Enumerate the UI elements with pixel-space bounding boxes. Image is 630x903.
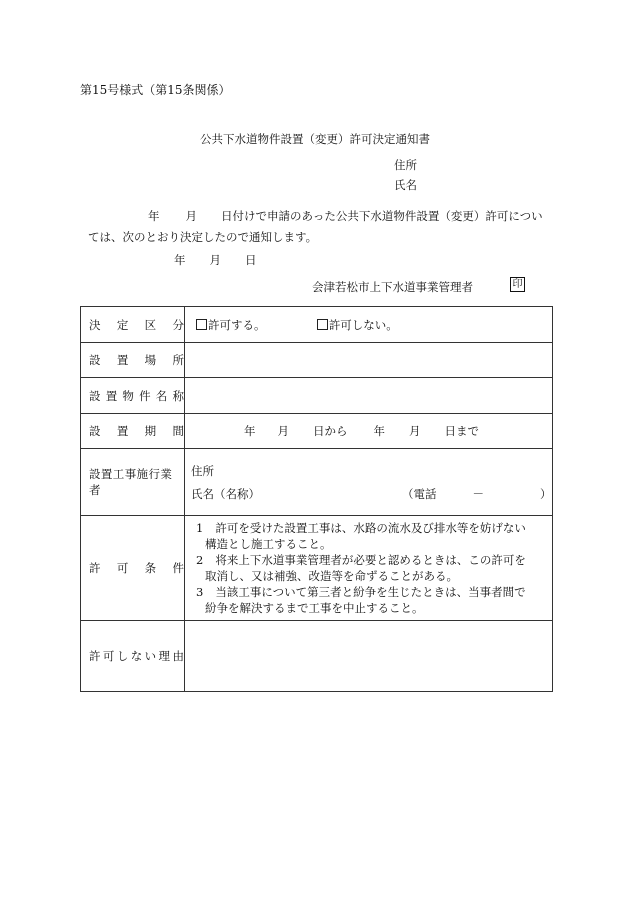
condition-3-line-1 [196,584,552,600]
label-char: 場 [144,353,157,367]
checkbox-icon [317,319,328,330]
seal-box: 印 [510,277,525,292]
location-field[interactable] [185,343,553,378]
body-line-2: ては、次のとおり決定したので通知します。 [88,230,318,244]
condition-3-number: 3 [196,585,204,599]
phone-close: ） [540,487,552,501]
deny-reason-field[interactable] [185,621,553,692]
object-name-field[interactable] [185,378,553,414]
location-label [81,343,185,378]
object-name-label [81,378,185,414]
condition-3-line-2: 紛争を解決するまで工事を中止すること。 [205,601,424,615]
recipient-address-label: 住所 [394,158,417,172]
decision-options [185,307,553,343]
row-period [81,414,553,449]
condition-2-line-2: 取消し、又は補強、改造等を命ずることがある。 [205,569,458,583]
date-month: 月 [209,253,221,267]
label-char: し [116,649,129,663]
condition-1-text: 許可を受けた設置工事は、水路の流水及び排水等を妨げない [215,521,526,535]
label-char: 置 [105,388,118,403]
label-char: 許 [89,649,101,663]
body-line-1 [80,208,543,224]
period-until: 日まで [444,424,479,438]
conditions-label [81,516,185,621]
body-line-1-text: 日付けで申請のあった公共下水道物件設置（変更）許可につい [221,209,543,223]
condition-2-number: 2 [196,553,204,567]
label-char: 区 [144,317,157,332]
label-char: 所 [172,353,184,367]
row-decision [81,307,553,343]
row-conditions [81,516,553,621]
contractor-label-text: 設置工事施行業者 [89,467,173,497]
period-label [81,414,185,449]
condition-1-line-2: 構造とし施工すること。 [205,537,332,551]
period-from: 日から [313,424,348,438]
label-char: 設 [89,353,101,367]
form-number: 第15号様式（第15条関係） [80,83,231,97]
date-day: 日 [245,253,257,267]
row-contractor [81,449,553,516]
label-char: 間 [172,424,184,438]
deny-option-label: 許可しない。 [328,317,398,332]
issue-date [174,252,257,268]
label-char: 称 [172,388,184,403]
label-char: 理 [158,649,171,663]
phone-open: （電話 [402,487,437,501]
contractor-label [81,449,185,516]
period-year-1: 年 [244,424,256,438]
condition-3-text: 当該工事について第三者と紛争を生じたときは、当事者間で [215,585,526,599]
label-char: 由 [172,649,184,663]
contractor-field[interactable] [185,449,553,516]
label-char: 可 [102,649,115,663]
label-char: な [130,649,143,663]
row-location [81,343,553,378]
label-char: 期 [144,424,157,438]
condition-1-number: 1 [196,521,204,535]
row-object-name [81,378,553,414]
label-char: 設 [89,424,101,438]
label-char: 置 [116,353,129,367]
date-year: 年 [174,253,186,267]
label-char: 分 [172,317,184,332]
permit-checkbox[interactable] [196,318,266,332]
label-char: 決 [89,317,101,332]
label-char: 設 [89,388,101,403]
administrator-title: 会津若松市上下水道事業管理者 [312,280,473,294]
label-char: 名 [155,388,168,403]
label-char: 許 [89,561,101,575]
label-char: 定 [116,317,129,332]
row-deny-reason [81,621,553,692]
body-month: 月 [185,209,197,223]
label-char: 件 [139,388,151,403]
period-year-2: 年 [373,424,385,438]
deny-checkbox[interactable] [317,318,398,332]
contractor-address: 住所 [191,464,214,478]
phone-dash: － [472,487,484,501]
document-title: 公共下水道物件設置（変更）許可決定通知書 [200,132,430,146]
deny-reason-label [81,621,185,692]
contractor-name-line [191,483,552,505]
permit-table [80,306,553,692]
label-char: 可 [116,561,129,575]
period-field[interactable] [185,414,553,449]
period-month-2: 月 [409,424,421,438]
checkbox-icon [196,319,207,330]
contractor-name-label: 氏名（名称） [191,487,260,501]
label-char: 件 [172,561,184,575]
decision-label [81,307,185,343]
conditions-list [185,516,553,621]
label-char: 物 [122,388,134,403]
recipient-name-label: 氏名 [394,178,417,192]
condition-2-line-1 [196,552,552,568]
condition-1-line-1 [196,520,552,536]
label-char: 条 [144,561,157,575]
permit-option-label: 許可する。 [208,317,266,332]
period-month-1: 月 [277,424,289,438]
body-year: 年 [148,209,160,223]
label-char: い [144,649,157,663]
label-char: 置 [116,424,129,438]
condition-2-text: 将来上下水道事業管理者が必要と認めるときは、この許可を [215,553,526,567]
